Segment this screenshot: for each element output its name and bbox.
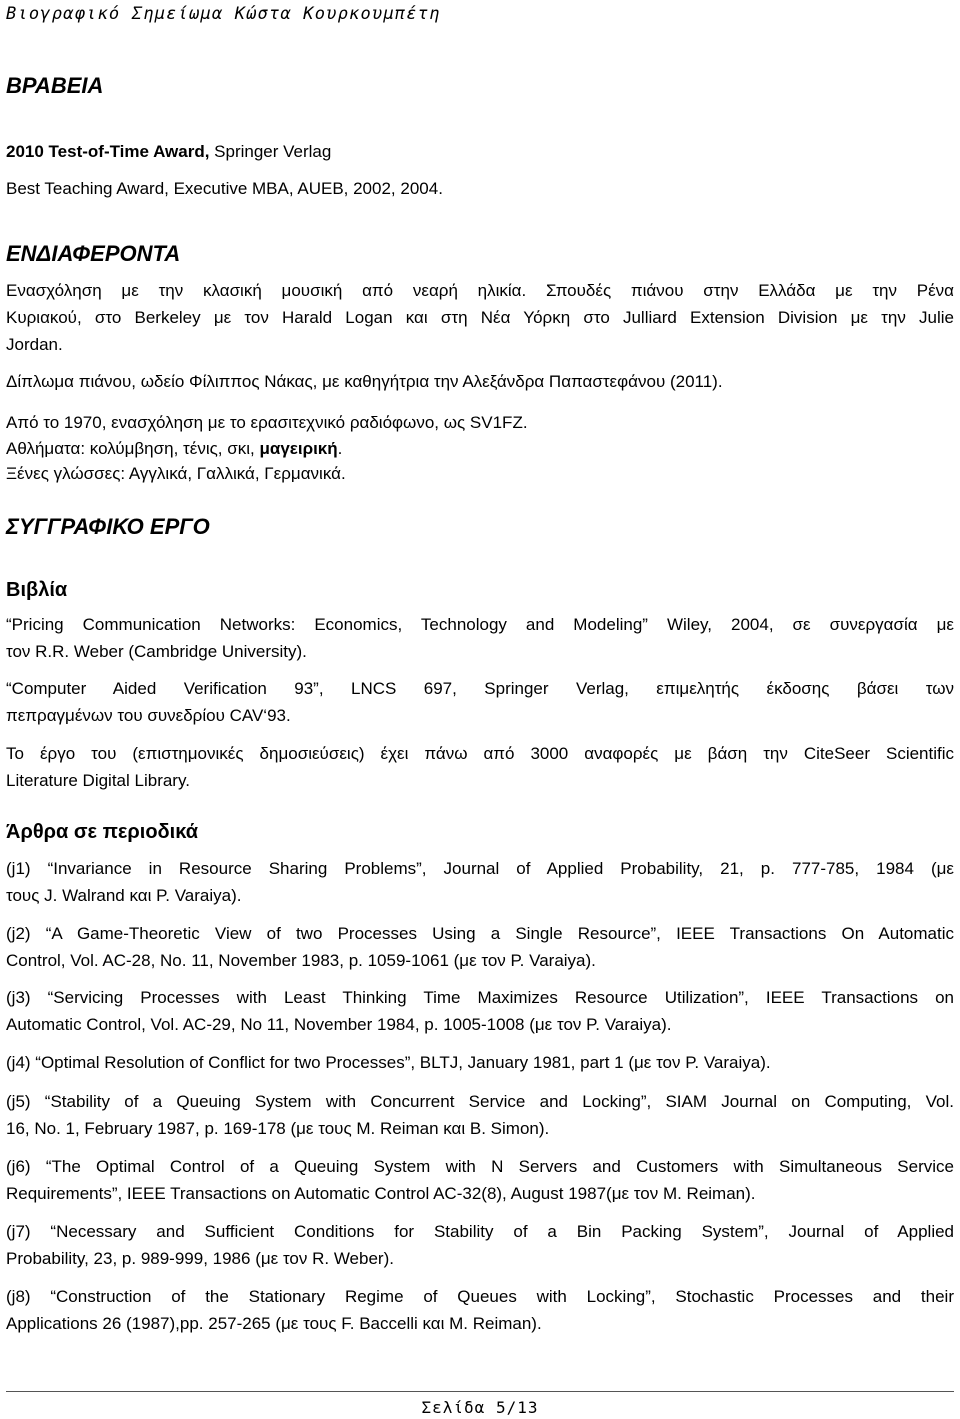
languages: Ξένες γλώσσες: Αγγλικά, Γαλλικά, Γερμανικά. — [6, 464, 346, 483]
article-item: τους J. Walrand και P. Varaiya). — [6, 886, 242, 905]
article-item: Requirements”, IEEE Transactions on Automatic Control AC-32(8), August 1987(με τον M. Reiman). — [6, 1184, 756, 1203]
piano-diploma: Δίπλωμα πιάνου, ωδείο Φίλιππος Νάκας, με καθηγήτρια την Αλεξάνδρα Παπαστεφάνου (2011). — [6, 372, 723, 391]
sports — [6, 436, 954, 462]
amateur-radio: Από το 1970, ενασχόληση με το ερασιτεχνικό ραδιόφωνο, ως SV1FZ. — [6, 413, 528, 432]
sports-end: . — [337, 439, 343, 458]
article-item: Control, Vol. AC-28, No. 11, November 1983, p. 1059-1061 (με τον P. Varaiya). — [6, 951, 596, 970]
article-item: (j1) “Invariance in Resource Sharing Problems”, Journal of Applied Probability, 21, p. 777-785, 1984 (με — [6, 859, 954, 878]
interests-text: Ενασχόληση με την κλασική μουσική από νεαρή ηλικία. Σπουδές πιάνου στην Ελλάδα με την Ρένα — [6, 281, 954, 300]
article-item: 16, No. 1, February 1987, p. 169-178 (με τους M. Reiman και B. Simon). — [6, 1119, 550, 1138]
article-item: (j8) “Construction of the Stationary Regime of Queues with Locking”, Stochastic Processes and their — [6, 1287, 954, 1306]
citations-note: Literature Digital Library. — [6, 771, 190, 790]
book-item: τον R.R. Weber (Cambridge University). — [6, 642, 307, 661]
article-item: Applications 26 (1987),pp. 257-265 (με τους F. Baccelli και M. Reiman). — [6, 1314, 542, 1333]
article-item: Probability, 23, p. 989-999, 1986 (με τον R. Weber). — [6, 1249, 394, 1268]
article-item: (j6) “The Optimal Control of a Queuing System with N Servers and Customers with Simultaneous Service — [6, 1157, 954, 1176]
books-heading: Βιβλία — [6, 579, 68, 601]
interests-text: Κυριακού, στο Berkeley με τον Harald Logan και στη Νέα Υόρκη στο Julliard Extension Division με την Julie — [6, 308, 954, 327]
article-item: (j5) “Stability of a Queuing System with Concurrent Service and Locking”, SIAM Journal on Computing, Vol. — [6, 1092, 954, 1111]
sports-list: Αθλήματα: κολύμβηση, τένις, σκι, — [6, 439, 260, 458]
awards-heading: ΒΡΑΒΕΙΑ — [6, 73, 104, 98]
articles-heading: Άρθρα σε περιοδικά — [6, 821, 199, 843]
article-item: (j3) “Servicing Processes with Least Thinking Time Maximizes Resource Utilization”, IEEE Transactions on — [6, 988, 954, 1007]
writing-heading: ΣΥΓΓΡΑΦΙΚΟ ΕΡΓΟ — [6, 514, 210, 539]
book-item: “Pricing Communication Networks: Economics, Technology and Modeling” Wiley, 2004, σε συνεργασία με — [6, 615, 954, 634]
award-item — [6, 139, 954, 165]
article-item: (j2) “A Game-Theoretic View of two Processes Using a Single Resource”, IEEE Transactions On Automatic — [6, 924, 954, 943]
award-item: Best Teaching Award, Executive MBA, AUEB, 2002, 2004. — [6, 179, 443, 198]
footer-divider — [6, 1391, 954, 1392]
award-publisher: Springer Verlag — [209, 142, 332, 161]
book-item: “Computer Aided Verification 93”, LNCS 697, Springer Verlag, επιμελητής έκδοσης βάσει των — [6, 679, 954, 698]
article-item: (j7) “Necessary and Sufficient Conditions for Stability of a Bin Packing System”, Journal of Applied — [6, 1222, 954, 1241]
sports-highlight: μαγειρική — [259, 439, 338, 458]
page-number: Σελίδα 5/13 — [421, 1398, 539, 1417]
article-item: Automatic Control, Vol. AC-29, No 11, November 1984, p. 1005-1008 (με τον P. Varaiya). — [6, 1015, 672, 1034]
article-item: (j4) “Optimal Resolution of Conflict for two Processes”, BLTJ, January 1981, part 1 (με τον P. Varaiya). — [6, 1053, 771, 1072]
book-item: πεπραγμένων του συνεδρίου CAV‘93. — [6, 706, 291, 725]
award-name: 2010 Test-of-Time Award, — [6, 142, 210, 161]
page-header: Βιογραφικό Σημείωμα Κώστα Κουρκουμπέτη — [6, 4, 441, 24]
interests-heading: ΕΝΔΙΑΦΕΡΟΝΤΑ — [6, 241, 181, 266]
citations-note: Το έργο του (επιστημονικές δημοσιεύσεις) έχει πάνω από 3000 αναφορές με βάση την CiteSeer Scientific — [6, 744, 954, 763]
interests-text: Jordan. — [6, 335, 63, 354]
